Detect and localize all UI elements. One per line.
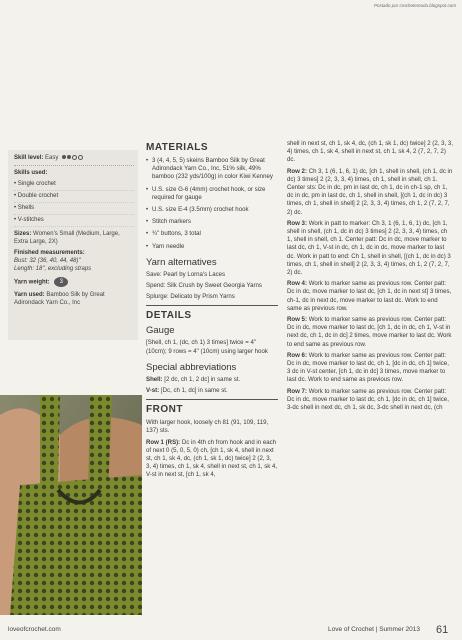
pattern-info-box [8, 150, 138, 340]
footer-publication: Love of Crochet | Summer 2013 [328, 626, 421, 633]
footer-url: loveofcrochet.com [8, 626, 61, 633]
yarn-alt-line: Spend: Silk Crush by Sweet Georgia Yarns [146, 282, 262, 290]
material-item: • U.S. size G-6 (4mm) crochet hook, or size required for gauge [146, 186, 278, 202]
details-heading: DETAILS [146, 310, 192, 322]
list-item: • V-stitches [14, 215, 134, 227]
yarn-weight-icon: 3 [54, 277, 68, 287]
gauge-text: [Shell, ch 1, (dc, ch 1) 3 times] twice = 4" (10cm); 9 rows = 4" (10cm) using larger hook [146, 339, 268, 355]
gauge-heading: Gauge [146, 325, 175, 337]
skill-level-value: Easy [45, 155, 59, 161]
skills-list [14, 179, 134, 227]
material-item: • ¾" buttons, 3 total [146, 230, 278, 238]
yarn-alt-line: Splurge: Delicato by Prism Yarns [146, 293, 235, 301]
finished-measurements-label: Finished measurements: [14, 250, 85, 256]
front-heading: FRONT [146, 404, 183, 416]
sizes: Sizes: Women's Small (Medium, Large, Extra Large, 2X) [14, 231, 120, 245]
list-item: • Double crochet [14, 191, 134, 203]
row-1: Row 1 (RS): Dc in 4th ch from hook and in each of next 0 (5, 0, 5, 0) ch, [ch 1, sk 4, shell in next st, ch 1, sk 4, dc, (ch 1, sk 1, dc) twice] 2 (2, 3, 3, 4) times, ch 1, sk 4, shell in next st, ch 1, sk 4, V-st in next st, [ch 1, sk 4, [146, 438, 278, 479]
yarn-alt-line: Save: Pearl by Lorna's Laces [146, 270, 226, 278]
front-intro: With larger hook, loosely ch 81 (91, 109, 119, 137) sts. [146, 419, 269, 435]
row-2: Row 2: Ch 3, 1 (6, 1, 6, 1) dc, [ch 1, shell in shell, (ch 1, dc in dc) 3 times] 2 (2, 3, 3, 4) times, ch 1, shell in shell, ch 1. Center sts: Dc in dc, pm in last dc, ch 1, dc in ch-1 sp, ch 1, dc in dc, pm in last dc, ch 1, shell in shell, [(ch 1, dc in dc) 3 times, ch 1, shell in shell] 2 (2, 3, 3, 4) times, ch 1, 2 (7, 2, 7, 2) dc. [287, 167, 453, 216]
yarn-weight: Yarn weight: 3 [14, 277, 134, 287]
continued-text: shell in next st, ch 1, sk 4, dc, (ch 1, sk 1, dc) twice] 2 (2, 3, 3, 4) times, ch 1, sk 4, shell in next st, ch 1, sk 4, 2 (7, 2, 7, 2) dc. [287, 140, 453, 164]
length: Length: 18", excluding straps [14, 266, 92, 272]
vst-abbrev: V-st: [Dc, ch 1, dc] in same st. [146, 387, 228, 395]
list-item: • Single crochet [14, 179, 134, 191]
material-item: • Stitch markers [146, 218, 278, 226]
materials-heading: MATERIALS [146, 142, 209, 153]
row-3: Row 3: Work in patt to marker: Ch 3, 1 (6, 1, 6, 1) dc, [ch 1, shell in shell, (ch 1, dc in dc) 3 times] 2 (2, 3, 3, 4) times, ch 1, shell in shell, ch 1. Center patt: Dc in dc, move marker to last dc, ch 1, V-st in dc, ch 1, dc in dc, move marker to last dc. Work in patt to end: Ch 1, shell in shell, [(ch 1, dc in dc) 3 times, ch 1, shell in shell] 2 (2, 3, 3, 4) times, ch 1, 2 (7, 2, 7, 2) dc. [287, 219, 451, 277]
list-item: • Shells [14, 203, 134, 215]
yarn-alternatives-heading: Yarn alternatives [146, 256, 217, 268]
abbreviations-heading: Special abbreviations [146, 361, 237, 373]
material-item: • 3 (4, 4, 5, 5) skeins Bamboo Silk by Great Adirondack Yarn Co., Inc, 51% silk, 49% bamboo (232 yds/100g) in color Kiwi Kenney [146, 157, 278, 182]
row-4: Row 4: Work to marker same as previous row. Center patt: Dc in dc, move marker to last dc, [ch 1, dc in next st] 3 times, ch-1, dc in next dc, move marker to last dc. Work to end same as previous row. [287, 280, 452, 312]
skill-dots-icon [62, 154, 84, 162]
material-item: • Yarn needle [146, 243, 278, 251]
model-photo [0, 395, 142, 615]
skill-level-label: Skill level: [14, 155, 44, 161]
instructions-column [287, 140, 453, 415]
row-6: Row 6: Work to marker same as previous row. Center patt: Dc in dc, move marker to last dc, ch 1, [dc in dc, ch 1] twice, 3 dc in V-st center, [ch 1, dc in dc] 3 times, move marker to last dc. Work to end same as previous row. [287, 351, 449, 384]
material-item: • U.S. size E-4 (3.5mm) crochet hook [146, 206, 278, 214]
crochet-top-image [0, 395, 142, 615]
watermark: Postado por crochetemoda.blogspot.com [373, 3, 456, 8]
page-number: 61 [436, 624, 449, 636]
yarn-used: Yarn used: Bamboo Silk by Great Adirondack Yarn Co., Inc [14, 292, 105, 306]
skill-level [14, 154, 134, 162]
bust: Bust: 32 (36, 40, 44, 48)" [14, 258, 81, 264]
skills-used-label: Skills used: [14, 170, 48, 176]
row-7: Row 7: Work to marker same as previous row. Center patt: Dc in dc, move marker to last dc, ch 1, [dc in dc, ch 1] twice, 3-dc shell in next dc, ch 1, sk dc, 3-dc shell in next dc, (ch [287, 387, 449, 412]
shell-abbrev: Shell: [2 dc, ch 1, 2 dc] in same st. [146, 375, 241, 383]
materials-column [146, 140, 278, 483]
row-5: Row 5: Work to marker same as previous row. Center patt: Dc in dc, move marker to last dc, [ch 1, dc in dc, ch 1, V-st in next dc, ch 1, dc in dc] 2 times, move marker to last dc. Work to end same as previous row. [287, 316, 452, 348]
